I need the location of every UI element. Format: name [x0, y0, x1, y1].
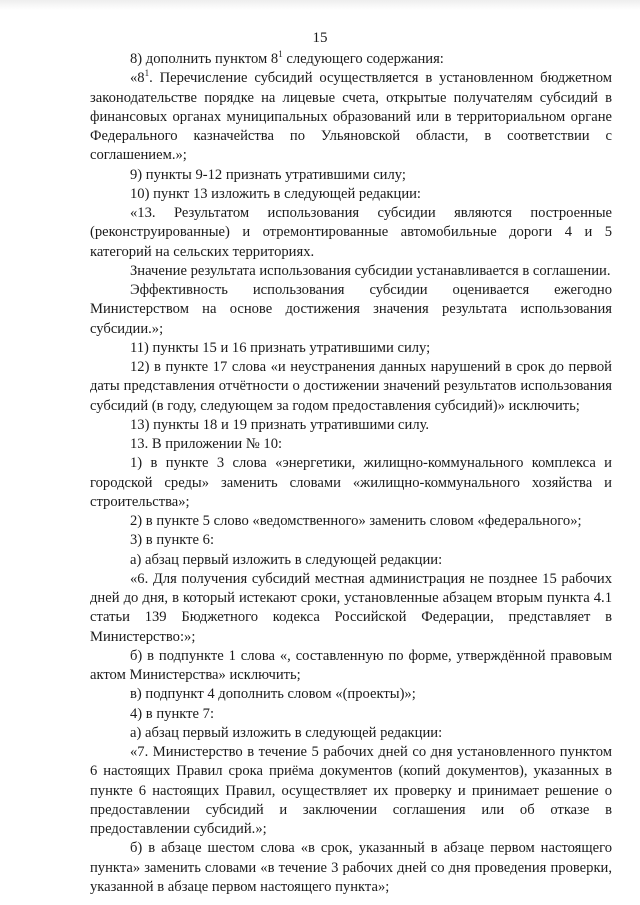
paragraph: Значение результата использования субсидии устанавливается в соглашении. [130, 262, 611, 279]
paragraph: а) абзац первый изложить в следующей редакции: [130, 724, 443, 741]
paragraph: 12) в пункте 17 слова «и неустранения данных нарушений в срок до первой даты представления отчётности о достижении значений результатов использования субсидий (в году, следующем за годом предоставления субсидий)» исключить; [90, 359, 612, 414]
paragraph: в) подпункт 4 дополнить словом «(проекты)»; [130, 686, 416, 703]
page-number: 15 [312, 30, 328, 46]
paragraph: а) абзац первый изложить в следующей редакции: [130, 551, 443, 568]
document-body [90, 50, 612, 897]
paragraph: «7. Министерство в течение 5 рабочих дней со дня установленного пунктом 6 настоящих Правил срока приёма документов (копий документов), указанных в пункте 6 настоящих Правил, осуществляет их проверку и принимает решение о предоставлении субсидий и заключении соглашения или об отказе в предоставлении субсидий.»; [90, 744, 612, 837]
paragraph: 2) в пункте 5 слово «ведомственного» заменить словом «федерального»; [130, 513, 582, 529]
paragraph: 13. В приложении № 10: [130, 436, 283, 452]
paragraph: 11) пункты 15 и 16 признать утратившими силу; [130, 339, 431, 356]
paragraph: «13. Результатом использования субсидии являются построенные (реконструированные) и отремонтированные автомобильные дороги 4 и 5 категорий на сельских территориях. [90, 205, 612, 260]
paragraph: «6. Для получения субсидий местная администрация не позднее 15 рабочих дней до дня, в который истекают сроки, установленные абзацем вторым пункта 4.1 статьи 139 Бюджетного кодекса Российской Федерации, представляет в Министерство:»; [90, 570, 612, 645]
paragraph: 4) в пункте 7: [130, 705, 215, 722]
paragraph: 1) в пункте 3 слова «энергетики, жилищно-коммунального комплекса и городской среды» заменить словами «жилищно-коммунального хозяйства и строительства»; [90, 455, 612, 510]
paragraph: б) в абзаце шестом слова «в срок, указанный в абзаце первом настоящего пункта» заменить словами «в течение 3 рабочих дней со дня проведения проверки, указанной в абзаце первом настоящего пункта»; [90, 840, 612, 895]
scan-edge [0, 0, 640, 10]
paragraph: Эффективность использования субсидии оценивается ежегодно Министерством на основе достижения значения результата использования субсидии.»; [90, 282, 612, 337]
paragraph: 3) в пункте 6: [130, 532, 215, 549]
paragraph: 9) пункты 9-12 признать утратившими силу; [130, 166, 406, 183]
paragraph-8-heading: 8) дополнить пунктом $8^1$ следующего содержания: [130, 49, 444, 67]
paragraph: б) в подпункте 1 слова «, составленную по форме, утверждённой правовым актом Министерства» исключить; [90, 647, 612, 683]
paragraph: 10) пункт 13 изложить в следующей редакции: [130, 185, 421, 202]
paragraph: 13) пункты 18 и 19 признать утратившими силу. [130, 416, 430, 433]
paragraph-8-1-text: «$8^1$. Перечисление субсидий осуществляется в установленном бюджетном законодательстве порядке на лицевые счета, открытые получателям субсидий в финансовых органах муниципальных образований или в территориальном органе Федерального казначейства по Ульяновской области, в соответствии с соглашением.»; [90, 68, 612, 164]
